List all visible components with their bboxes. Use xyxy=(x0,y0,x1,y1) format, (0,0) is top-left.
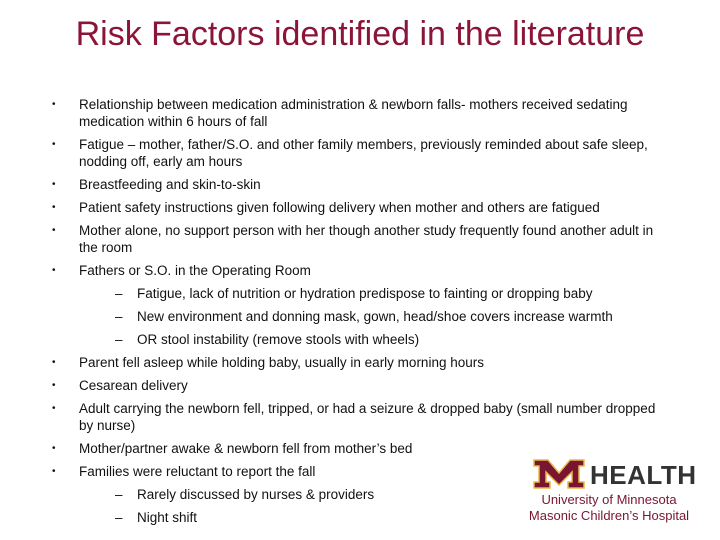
sub-bullet-marker: – xyxy=(115,332,123,347)
bullet-item xyxy=(52,262,672,348)
bullet-text: Fathers or S.O. in the Operating Room xyxy=(79,263,311,278)
bullet-text: Parent fell asleep while holding baby, usually in early morning hours xyxy=(79,355,484,370)
bullet-text: Breastfeeding and skin-to-skin xyxy=(79,177,261,192)
bullet-item xyxy=(52,354,672,371)
sub-bullet-text: OR stool instability (remove stools with wheels) xyxy=(137,332,420,347)
bullet-item xyxy=(52,96,672,130)
bullet-item xyxy=(52,440,672,457)
bullet-item xyxy=(52,400,672,434)
sub-bullet-text: New environment and donning mask, gown, head/shoe covers increase warmth xyxy=(137,309,613,324)
bullet-marker: • xyxy=(52,265,56,276)
logo-health-text: HEALTH xyxy=(590,460,697,490)
bullet-text: Cesarean delivery xyxy=(79,378,188,393)
bullet-item xyxy=(52,176,672,193)
bullet-marker: • xyxy=(52,179,56,190)
bullet-marker: • xyxy=(52,202,56,213)
bullet-text: Mother/partner awake & newborn fell from mother’s bed xyxy=(79,441,413,456)
logo-hospital-text: Masonic Children’s Hospital xyxy=(528,508,690,523)
slide-title: Risk Factors identified in the literature xyxy=(75,15,645,53)
bullet-text: Fatigue – mother, father/S.O. and other family members, previously reminded about safe sleep, nodding off, early am hours xyxy=(79,137,648,169)
sub-bullet-marker: – xyxy=(115,510,123,525)
bullet-text: Mother alone, no support person with her though another study frequently found another adult in the room xyxy=(79,223,654,255)
bullet-marker: • xyxy=(52,380,56,391)
bullet-item xyxy=(52,222,672,256)
sub-bullet-item xyxy=(79,308,672,325)
bullet-item xyxy=(52,199,672,216)
bullet-marker: • xyxy=(52,99,56,110)
umn-health-logo xyxy=(516,456,702,526)
sub-bullet-item xyxy=(79,331,672,348)
university-m-logo-icon xyxy=(532,458,586,490)
sub-bullet-marker: – xyxy=(115,286,123,301)
bullet-marker: • xyxy=(52,403,56,414)
bullet-text: Adult carrying the newborn fell, tripped, or had a seizure & dropped baby (small number dropped by nurse) xyxy=(79,401,656,433)
bullet-marker: • xyxy=(52,357,56,368)
sub-bullet-marker: – xyxy=(115,309,123,324)
bullet-marker: • xyxy=(52,466,56,477)
bullet-text: Patient safety instructions given following delivery when mother and others are fatigued xyxy=(79,200,600,215)
bullet-marker: • xyxy=(52,443,56,454)
sub-bullet-item xyxy=(79,285,672,302)
bullet-item xyxy=(52,136,672,170)
sub-bullet-text: Fatigue, lack of nutrition or hydration predispose to fainting or dropping baby xyxy=(137,286,593,301)
bullet-text: Families were reluctant to report the fall xyxy=(79,464,316,479)
bullet-marker: • xyxy=(52,225,56,236)
bullet-marker: • xyxy=(52,139,56,150)
sub-bullet-text: Night shift xyxy=(137,510,198,525)
bullet-text: Relationship between medication administration & newborn falls- mothers received sedating medication within 6 hours of fall xyxy=(79,97,628,129)
sub-bullet-text: Rarely discussed by nurses & providers xyxy=(137,487,375,502)
logo-university-text: University of Minnesota xyxy=(541,492,677,507)
bullet-item xyxy=(52,377,672,394)
sub-bullet-marker: – xyxy=(115,487,123,502)
